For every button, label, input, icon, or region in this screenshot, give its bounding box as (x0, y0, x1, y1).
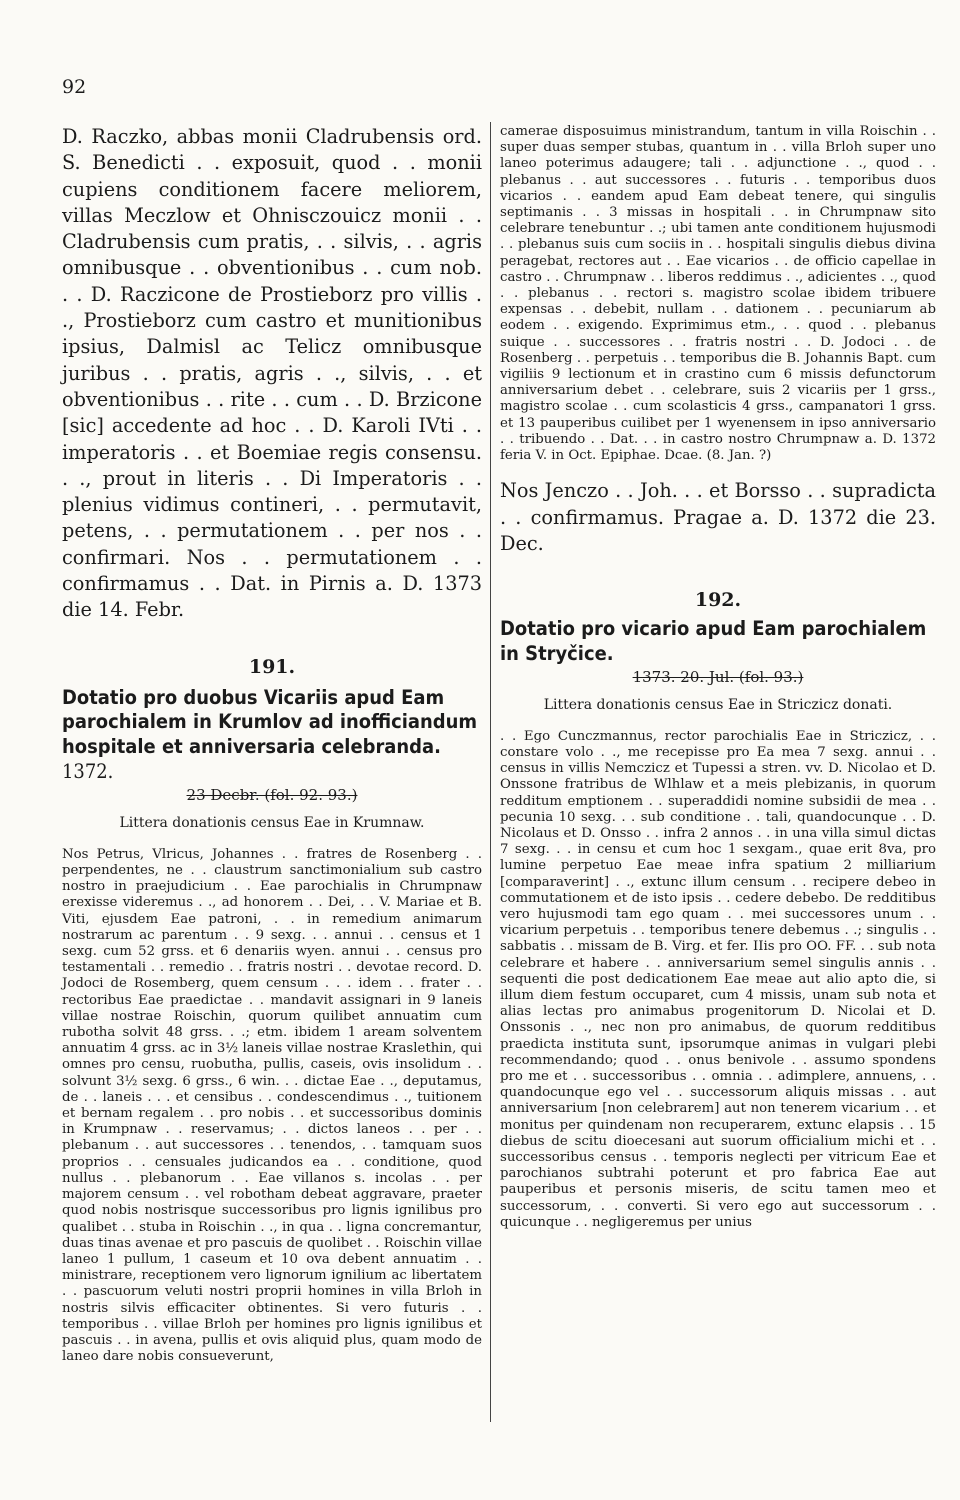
document-subtitle-191: Littera donationis census Eae in Krumnaw. (119, 814, 425, 831)
document-subtitle-192: Littera donationis census Eae in Striczicz donati. (543, 696, 893, 713)
page-number: 92 (62, 76, 87, 98)
right-continuation-small: camerae disposuimus ministrandum, tantum in villa Roischin . . super duas semper stubas, quantum in . . villa Brloh super uno laneo poterimus adaugere; tali . . adjunctione . ., quod . . plebanus . . aut successores . . futuris . . temporibus duos vicarios . . eandem apud Eam debeat tenere, qui singulis septimanis . . 3 missas in hospitali . . in Chrumpnaw sito celebrare tenebuntur . .; ubi tamen ante conditionem hujusmodi . . plebanus suis cum sociis in . . hospitali singulis diebus divina peragebat, rectores aut . . Eae vicarios . . de officio capellae in castro . . Chrumpnaw . . liberos reddimus . ., adicientes . ., quod . . plebanus . . rectori s. magistro scolae ibidem tribuere expensas . . debebit, nullam . . dationem . . pecuniarum ab eodem . . exigendo. Exprimimus etm., . . quod . . plebanus suique . . successores . . fratris nostri . . D. Jodoci . . de Rosenberg . . perpetuis . . temporibus die B. Johannis Bapt. cum vigiliis 9 lectionum et in crastino cum 6 missis defunctorum anniversarium debet . . celebrare, suis 2 vicariis per 1 grss., magistro scolae . . cum scolasticis 4 grss., campanatori 1 grss. et 13 pauperibus cuilibet per 1 wyenensem in ipso anniversario . . tribuendo . . Dat. . . in castro nostro Chrumpnaw a. D. 1372 feria V. in Oct. Epiphae. Dcae. (8. Jan. ?) (500, 124, 936, 464)
document-number-191: 191. (248, 655, 296, 678)
document-folio-191: 23 Decbr. (fol. 92. 93.) (186, 785, 358, 804)
document-heading-191-text: Dotatio pro duobus Vicariis apud Eam parochialem in Krumlov ad inofficiandum hospitale et anniversaria celebranda. (62, 685, 478, 759)
document-year-191: 1372. (62, 760, 114, 784)
right-column (500, 124, 936, 1231)
document-folio-192: 1373. 20. Jul. (fol. 93.) (632, 667, 804, 686)
document-body-192: . . Ego Cunczmannus, rector parochialis Eae in Striczicz, . . constare volo . ., me recepisse pro Ea mea 7 sexg. annui . . census in villis Nemczicz et Tupessi a stren. vv. D. Nicolao et D. Onssone fratribus de Wlhlaw et a meis plebizanis, in quorum redditum emptionem . . superaddidi nomine subsidii de mea . . pecunia 10 sexg. . . sub conditione . . tali, quandocunque . . D. Nicolaus et D. Onsso . . infra 2 annos . . in una villa simul dictas 7 sexg. . . in censu et cum hoc 1 sexgam., quae erit 8va, pro lumine perpetuo Eae meae infra spatium 2 milliarium [comparaverint] . ., extunc illum censum . . recipere debeo in commutationem et de isto ipsis . . cedere debebo. De redditibus vero hujusmodi tam ego quam . . mei successores unum . . vicarium perpetuis . . temporibus tenere debemus . .; singulis . . sabbatis . . missam de B. Virg. et fer. IIis pro OO. FF. . . sub nota celebrare et habere . . anniversarium semel singulis annis . . sequenti die post dedicationem Eae meae aut alio apto die, si illum diem festum occuparet, cum 4 missis, unam sub nota et alias lectas pro animabus progenitorum D. Nicolai et D. Onssonis . ., nec non pro animabus, de quorum redditibus praedicta instituta sunt, ipsorumque animas in vulgari plebi recommendando; quod . . onus benivole . . assumo spondens pro me et . . successoribus . . omnia . . adimplere, annuens, . . quandocunque ego vel . . successorum aliquis missas . . aut anniversarium [non celebrarem] aut non tenerem vicarium . . et monitus per quindenam non recuperarem, extunc elapsis . . 15 diebus de scitu dioecesani aut suorum officialium michi et . . successoribus census . . temporis neglecti per vitricum Eae et parochianos subtrahi poterunt et pro fabrica Eae aut pauperibus et personis miseris, de scitu tamen meo et successorum, . . converti. Si vero ego aut successorum . . quicunque . . negligeremus per unius (500, 728, 936, 1230)
document-heading-192: Dotatio pro vicario apud Eam parochialem in Stryčice. (500, 617, 927, 665)
right-continuation-big: Nos Jenczo . . Joh. . . et Borsso . . supradicta . . confirmamus. Pragae a. D. 1372 die 23. Dec. (500, 479, 936, 555)
document-body-191: Nos Petrus, Vlricus, Johannes . . fratres de Rosenberg . . perpendentes, ne . . claustrum sanctimonialium sub castro nostro in praejudicium . . Eae parochialis in Chrumpnaw erexisse videremus . ., ad honorem . . Dei, . . V. Mariae et B. Viti, ejusdem Eae patroni, . . in remedium animarum nostrarum ac parentum . . 9 sexg. . . annui . . census et 1 sexg. cum 52 grss. et 6 denariis wyen. annui . . census pro testamentali . . remedio . . fratris nostri . . devotae record. D. Jodoci de Rosemberg, quem censum . . . idem . . frater . . rectoribus Eae praedictae . . mandavit assignari in 9 laneis villae nostrae Roischin, quorum quilibet annuatim cum rubotha solvit 48 grss. . .; etm. ibidem 1 aream solventem annuatim 4 grss. ac in 3½ laneis villae nostrae Kraslethin, qui omnes pro censu, ruobutha, pullis, caseis, ovis insolidum . . solvunt 3½ sexg. 6 grss., 6 win. . . dictae Eae . ., deputamus, de . . laneis . . . et censibus . . condescendimus . ., tuitionem et bernam regalem . . pro nobis . . et successoribus dominis in Krumpnaw . . reservamus; . . dictos laneos . . per . . plebanum . . aut successores . . tenendos, . . tamquam suos proprios . . censuales judicandos ea . . conditione, quod nullus . . plebanorum . . Eae villanos s. incolas . . per majorem censum . . vel robotham debeat aggravare, praeter quod nobis nostrisque successoribus pro lignis ignilibus pro qualibet . . stuba in Roischin . ., in qua . . ligna concremantur, duas tinas avenae et pro pascuis de quolibet . . Roischin villae laneo 1 pullum, 1 caseum et 10 ova debent annuatim . . ministrare, receptionem vero lignorum ignilium ac libertatem . . pascuorum veluti nostri proprii homines in villa Brloh in nostris silvis efficaciter obtinentes. Si vero futuris . . temporibus . . villae Brloh per homines pro lignis ignilibus et pascuis . . in avena, pullis et ovis aliquid plus, quam modo de laneo dare nobis consueverunt, (62, 846, 482, 1365)
left-continuation-text: D. Raczko, abbas monii Cladrubensis ord. S. Benedicti . . exposuit, quod . . monii cupiens conditionem facere meliorem, villas Meczlow et Ohnisczouicz monii . . Cladrubensis cum pratis, . . silvis, . . agris omnibusque . . obventionibus . . cum nob. . . D. Raczicone de Prostieborz pro villis . ., Prostieborz cum castro et munitionibus ipsius, Dalmisl ac Telicz omnibusque juribus . . pratis, agris . ., silvis, . . et obventionibus . . rite . . cum . . D. Brzicone [sic] accedente ad hoc . . D. Karoli IVti . . imperatoris . . et Boemiae regis consensu. . ., prout in literis . . Di Imperatoris . . plenius vidimus contineri, . . permutavit, petens, . . permutationem . . per nos . . confirmari. Nos . . permutationem . . confirmamus . . Dat. in Pirnis a. D. 1373 die 14. Febr. (62, 125, 482, 622)
column-divider (490, 122, 491, 1422)
left-column (62, 124, 482, 1365)
document-heading-191 (62, 686, 490, 785)
document-number-192: 192. (694, 589, 742, 612)
